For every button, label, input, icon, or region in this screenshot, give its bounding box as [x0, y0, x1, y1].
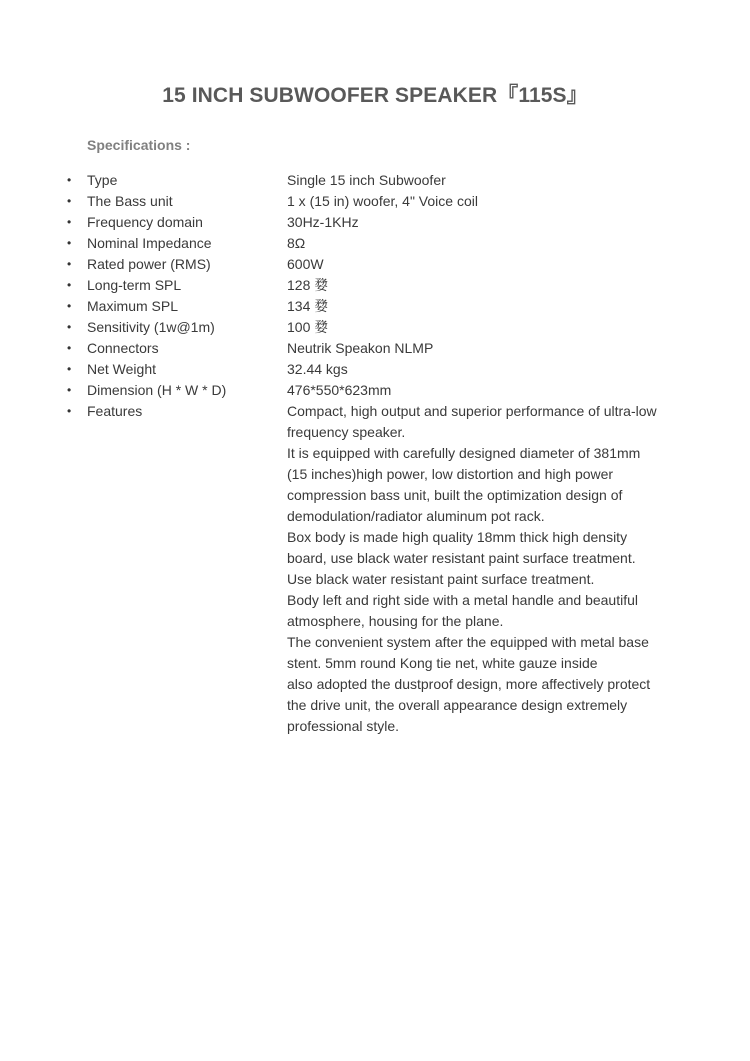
spec-label: Features	[87, 403, 143, 419]
spec-label: Nominal Impedance	[87, 235, 212, 251]
features-description	[287, 401, 707, 737]
feature-text-line: (15 inches)high power, low distortion and high power	[287, 466, 614, 482]
bullet-icon: •	[67, 383, 72, 397]
feature-text-line: It is equipped with carefully designed diameter of 381mm	[287, 445, 641, 461]
bullet-icon: •	[67, 341, 72, 355]
spec-label: Dimension (H * W * D)	[87, 382, 227, 398]
spec-label: Connectors	[87, 340, 159, 356]
spec-value: 128 㜈	[287, 277, 329, 293]
bullet-icon: •	[67, 236, 72, 250]
bullet-icon: •	[67, 320, 72, 334]
spec-row-long-term-spl	[0, 275, 750, 296]
spec-row-rated-power	[0, 254, 750, 275]
spec-label: Rated power (RMS)	[87, 256, 211, 272]
spec-label: Maximum SPL	[87, 298, 179, 314]
spec-row-nominal-impedance	[0, 233, 750, 254]
spec-value: 134 㜈	[287, 298, 329, 314]
spec-label: Frequency domain	[87, 214, 203, 230]
bullet-icon: •	[67, 215, 72, 229]
feature-text-line: The convenient system after the equipped with metal base	[287, 634, 649, 650]
spec-label: The Bass unit	[87, 193, 173, 209]
bullet-icon: •	[67, 257, 72, 271]
spec-label: Sensitivity (1w@1m)	[87, 319, 215, 335]
bullet-icon: •	[67, 194, 72, 208]
spec-value: 476*550*623mm	[287, 382, 392, 398]
bullet-icon: •	[67, 173, 72, 187]
bullet-icon: •	[67, 278, 72, 292]
spec-row-bass-unit	[0, 191, 750, 212]
feature-text-line: demodulation/radiator aluminum pot rack.	[287, 508, 545, 524]
spec-label: Long-term SPL	[87, 277, 182, 293]
feature-text-line: the drive unit, the overall appearance design extremely	[287, 697, 628, 713]
feature-text-line: board, use black water resistant paint surface treatment.	[287, 550, 636, 566]
feature-text-line: Use black water resistant paint surface treatment.	[287, 571, 595, 587]
feature-text-line: stent. 5mm round Kong tie net, white gauze inside	[287, 655, 598, 671]
specifications-list	[0, 170, 750, 737]
spec-row-type	[0, 170, 750, 191]
spec-value: 30Hz-1KHz	[287, 214, 359, 230]
feature-text-line: professional style.	[287, 718, 400, 734]
spec-row-dimension	[0, 380, 750, 401]
spec-row-maximum-spl	[0, 296, 750, 317]
feature-text-line: Box body is made high quality 18mm thick high density	[287, 529, 628, 545]
feature-text-line: frequency speaker.	[287, 424, 406, 440]
spec-value: 100 㜈	[287, 319, 329, 335]
feature-text-line: also adopted the dustproof design, more affectively protect	[287, 676, 651, 692]
bullet-icon: •	[67, 362, 72, 376]
feature-text-line: compression bass unit, built the optimization design of	[287, 487, 623, 503]
spec-row-connectors	[0, 338, 750, 359]
spec-value: 32.44 kgs	[287, 361, 348, 377]
feature-text-line: Compact, high output and superior performance of ultra-low	[287, 403, 657, 419]
feature-text-line: Body left and right side with a metal handle and beautiful	[287, 592, 639, 608]
spec-label: Net Weight	[87, 361, 156, 377]
spec-label: Type	[87, 172, 118, 188]
specifications-heading: Specifications :	[87, 137, 191, 153]
spec-value: 1 x (15 in) woofer, 4" Voice coil	[287, 193, 478, 209]
feature-text-line: atmosphere, housing for the plane.	[287, 613, 504, 629]
bullet-icon: •	[67, 299, 72, 313]
bullet-icon: •	[67, 404, 72, 418]
spec-row-features	[0, 401, 750, 737]
page-title: 15 INCH SUBWOOFER SPEAKER『115S』	[162, 84, 588, 107]
spec-value: Single 15 inch Subwoofer	[287, 172, 446, 188]
spec-value: 8Ω	[287, 235, 306, 251]
spec-value: 600W	[287, 256, 324, 272]
spec-row-sensitivity	[0, 317, 750, 338]
spec-value: Neutrik Speakon NLMP	[287, 340, 434, 356]
spec-row-frequency-domain	[0, 212, 750, 233]
spec-row-net-weight	[0, 359, 750, 380]
